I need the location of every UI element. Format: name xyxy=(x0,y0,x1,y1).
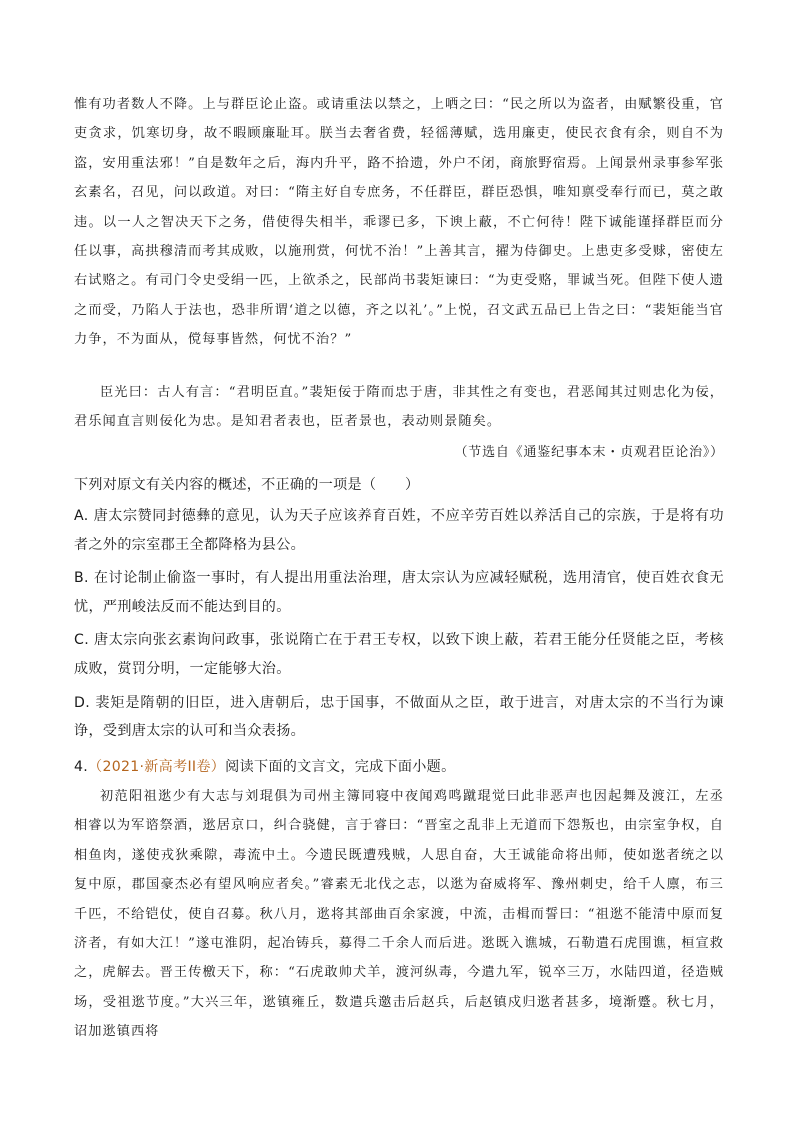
passage-1-commentary xyxy=(74,378,724,437)
passage-1-source: （节选自《通鉴纪事本末・贞观君臣论治》） xyxy=(454,445,724,460)
question-3-stem: 下列对原文有关内容的概述，不正确的一项是（ ） xyxy=(74,477,420,493)
question-3-option-c: C. 唐太宗向张玄素询问政事，张说隋亡在于君王专权，以致下谀上蔽，若君王能分任贤能之臣，考核成败，赏罚分明，一定能够大治。 xyxy=(74,632,724,677)
passage-2-paragraph: 初范阳祖逖少有大志与刘琨俱为司州主簿同寝中夜闻鸡鸣蹴琨觉曰此非恶声也因起舞及渡江，左丞相睿以为军谘祭酒，逖居京口，纠合骁健，言于睿曰：“晋室之乱非上无道而下怨叛也，由宗室争权，自相鱼肉，遂使戎狄乘隙，毒流中土。今遗民既遭残贼，人思自奋，大王诚能命将出师，使如逖者统之以复中原，郡国豪杰必有望风响应者矣。”睿素无北伐之志，以逖为奋威将军、豫州刺史，给千人廪，布三千匹，不给铠仗，使自召募。秋八月，逖将其部曲百余家渡，中流，击楫而誓曰：“祖逖不能清中原而复济者，有如大江！”遂屯淮阴，起冶铸兵，募得二千余人而后进。逖既入谯城，石勒遣石虎围谯，桓宣救之，虎解去。晋王传檄天下，称：“石虎敢帅犬羊，渡河纵毒，今遣九军，锐卒三万，水陆四道，径造贼场，受祖逖节度。”大兴三年，逖镇雍丘，数遣兵邀击后赵兵，后赵镇戍归逖者甚多，境渐蹙。秋七月，诏加逖镇西将 xyxy=(74,789,724,1040)
passage-1 xyxy=(74,90,724,355)
question-3-option-a: A. 唐太宗赞同封德彝的意见，认为天子应该养育百姓，不应辛劳百姓以养活自己的宗族，于是将有功者之外的宗室郡王全都降格为县公。 xyxy=(74,508,724,553)
question-3-option-d: D. 裴矩是隋朝的旧臣，进入唐朝后，忠于国事，不做面从之臣，敢于进言，对唐太宗的不当行为谏诤，受到唐太宗的认可和当众表扬。 xyxy=(74,694,724,740)
question-3-option-b: B. 在讨论制止偷盗一事时，有人提出用重法治理，唐太宗认为应减轻赋税，选用清官，使百姓衣食无忧，严刑峻法反而不能达到目的。 xyxy=(74,570,724,615)
passage-1-paragraph-1: 惟有功者数人不降。上与群臣论止盗。或请重法以禁之，上哂之曰：“民之所以为盗者，由赋繁役重，官吏贪求，饥寒切身，故不暇顾廉耻耳。朕当去奢省费，轻徭薄赋，选用廉吏，使民衣食有余，则自不为盗，安用重法邪！”自是数年之后，海内升平，路不拾遗，外户不闭，商旅野宿焉。上闻景州录事参军张玄素名，召见，问以政道。对曰：“隋主好自专庶务，不任群臣，群臣恐惧，唯知禀受奉行而已，莫之敢违。以一人之智决天下之务，借使得失相半，乖谬已多，下谀上蔽，不亡何待！陛下诚能谨择群臣而分任以事，高拱穆清而考其成败，以施刑赏，何忧不治！”上善其言，擢为侍御史。上患吏多受赇，密使左右试赂之。有司门令史受绢一匹，上欲杀之，民部尚书裴矩谏曰：“为吏受赂，罪诚当死。但陛下使人遗之而受，乃陷人于法也，恐非所谓‘道之以德，齐之以礼’。”上悦，召文武五品已上告之曰：“裴矩能当官力争，不为面从，傥每事皆然，何忧不治？” xyxy=(74,97,724,348)
question-3 xyxy=(74,471,724,746)
question-4-number: 4. xyxy=(74,759,89,775)
question-4-heading xyxy=(74,753,724,781)
question-4-instruction: 阅读下面的文言文，完成下面小题。 xyxy=(225,759,456,775)
question-4-header xyxy=(74,753,724,781)
passage-1-paragraph-2: 臣光曰：古人有言：“君明臣直。”裴矩佞于隋而忠于唐，非其性之有变也，君恶闻其过则忠化为佞，君乐闻直言则佞化为忠。是知君者表也，臣者景也，表动则景随矣。 xyxy=(74,385,724,430)
passage-2 xyxy=(74,782,724,1047)
question-4-source-tag: （2021·新高考II卷） xyxy=(88,759,226,775)
